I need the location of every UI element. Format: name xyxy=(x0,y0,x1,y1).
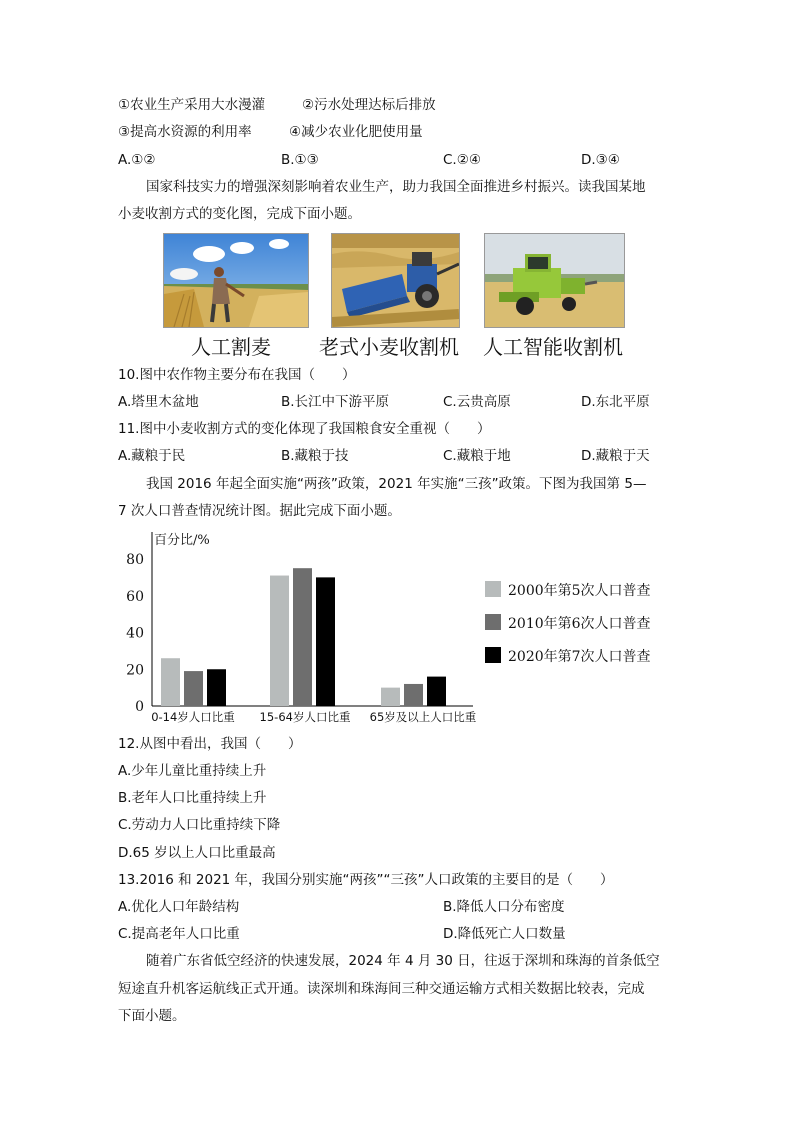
y-tick-label: 60 xyxy=(126,588,144,605)
intro1-line1: 国家科技实力的增强深刻影响着农业生产，助力我国全面推进乡村振兴。读我国某地 xyxy=(146,179,646,195)
q12-stem: 12.从图中看出，我国（ ） xyxy=(118,736,302,752)
bar-1-1 xyxy=(161,658,180,706)
q11-option-c: C.藏粮于地 xyxy=(443,448,511,464)
q12-option-c: C.劳动力人口比重持续下降 xyxy=(118,817,281,833)
q9-option-c: C.②④ xyxy=(443,152,481,168)
bar-2-3 xyxy=(404,684,423,706)
q10-option-b: B.长江中下游平原 xyxy=(281,394,390,410)
bar-2-2 xyxy=(293,568,312,706)
q10-option-a: A.塔里木盆地 xyxy=(118,394,199,410)
q9-option-a: A.①② xyxy=(118,152,156,168)
bar-3-1 xyxy=(207,669,226,706)
q13-option-d: D.降低死亡人口数量 xyxy=(443,926,566,942)
y-tick-label: 40 xyxy=(126,625,144,642)
q10-stem: 10.图中农作物主要分布在我国（ ） xyxy=(118,367,356,383)
photo-caption-2: 老式小麦收割机 xyxy=(319,335,459,359)
q9-statement-1: ①农业生产采用大水漫灌 xyxy=(118,97,266,113)
old-harvester-photo xyxy=(331,233,460,328)
y-tick-label: 80 xyxy=(126,552,144,568)
x-category-label: 0-14岁人口比重 xyxy=(151,710,235,724)
intro2-line2: 7 次人口普查情况统计图。据此完成下面小题。 xyxy=(118,503,401,519)
bar-3-3 xyxy=(427,677,446,706)
population-census-chart xyxy=(118,524,678,729)
q11-stem: 11.图中小麦收割方式的变化体现了我国粮食安全重视（ ） xyxy=(118,421,491,437)
intro3-line3: 下面小题。 xyxy=(118,1008,186,1024)
q11-option-b: B.藏粮于技 xyxy=(281,448,349,464)
legend-swatch-2 xyxy=(485,614,501,630)
q13-option-b: B.降低人口分布密度 xyxy=(443,899,565,915)
y-tick-label: 0 xyxy=(135,699,144,715)
intro1-line2: 小麦收割方式的变化图，完成下面小题。 xyxy=(118,206,361,222)
manual-harvest-photo xyxy=(163,233,309,328)
q10-option-d: D.东北平原 xyxy=(581,394,650,410)
bar-2-1 xyxy=(184,671,203,706)
legend-label-1: 2000年第5次人口普查 xyxy=(508,583,651,599)
q9-option-d: D.③④ xyxy=(581,152,620,168)
q9-statement-2: ②污水处理达标后排放 xyxy=(302,97,436,113)
legend-swatch-3 xyxy=(485,647,501,663)
bar-3-2 xyxy=(316,577,335,706)
q13-option-c: C.提高老年人口比重 xyxy=(118,926,240,942)
y-axis-label: 百分比/% xyxy=(154,533,210,548)
photo-caption-1: 人工割麦 xyxy=(191,335,271,359)
legend-label-2: 2010年第6次人口普查 xyxy=(508,616,651,632)
x-category-label: 65岁及以上人口比重 xyxy=(369,710,477,724)
q12-option-d: D.65 岁以上人口比重最高 xyxy=(118,845,276,861)
q11-option-d: D.藏粮于天 xyxy=(581,448,650,464)
intro3-line1: 随着广东省低空经济的快速发展，2024 年 4 月 30 日，往返于深圳和珠海的首条低空 xyxy=(146,953,660,969)
bar-1-3 xyxy=(381,688,400,706)
legend-label-3: 2020年第7次人口普查 xyxy=(508,649,651,665)
legend-swatch-1 xyxy=(485,581,501,597)
q11-option-a: A.藏粮于民 xyxy=(118,448,186,464)
q12-option-a: A.少年儿童比重持续上升 xyxy=(118,763,267,779)
y-tick-label: 20 xyxy=(126,662,144,679)
q13-stem: 13.2016 和 2021 年，我国分别实施“两孩”“三孩”人口政策的主要目的是（ ） xyxy=(118,872,614,888)
q9-statement-4: ④减少农业化肥使用量 xyxy=(289,124,423,140)
intro2-line1: 我国 2016 年起全面实施“两孩”政策，2021 年实施“三孩”政策。下图为我国第 5— xyxy=(146,476,647,492)
photo-caption-3: 人工智能收割机 xyxy=(483,335,623,359)
bar-1-2 xyxy=(270,576,289,706)
q13-option-a: A.优化人口年龄结构 xyxy=(118,899,240,915)
q9-option-b: B.①③ xyxy=(281,152,319,168)
q12-option-b: B.老年人口比重持续上升 xyxy=(118,790,267,806)
q10-option-c: C.云贵高原 xyxy=(443,394,511,410)
ai-harvester-photo xyxy=(484,233,625,328)
q9-statement-3: ③提高水资源的利用率 xyxy=(118,124,252,140)
x-category-label: 15-64岁人口比重 xyxy=(259,710,351,724)
intro3-line2: 短途直升机客运航线正式开通。读深圳和珠海间三种交通运输方式相关数据比较表，完成 xyxy=(118,981,645,997)
